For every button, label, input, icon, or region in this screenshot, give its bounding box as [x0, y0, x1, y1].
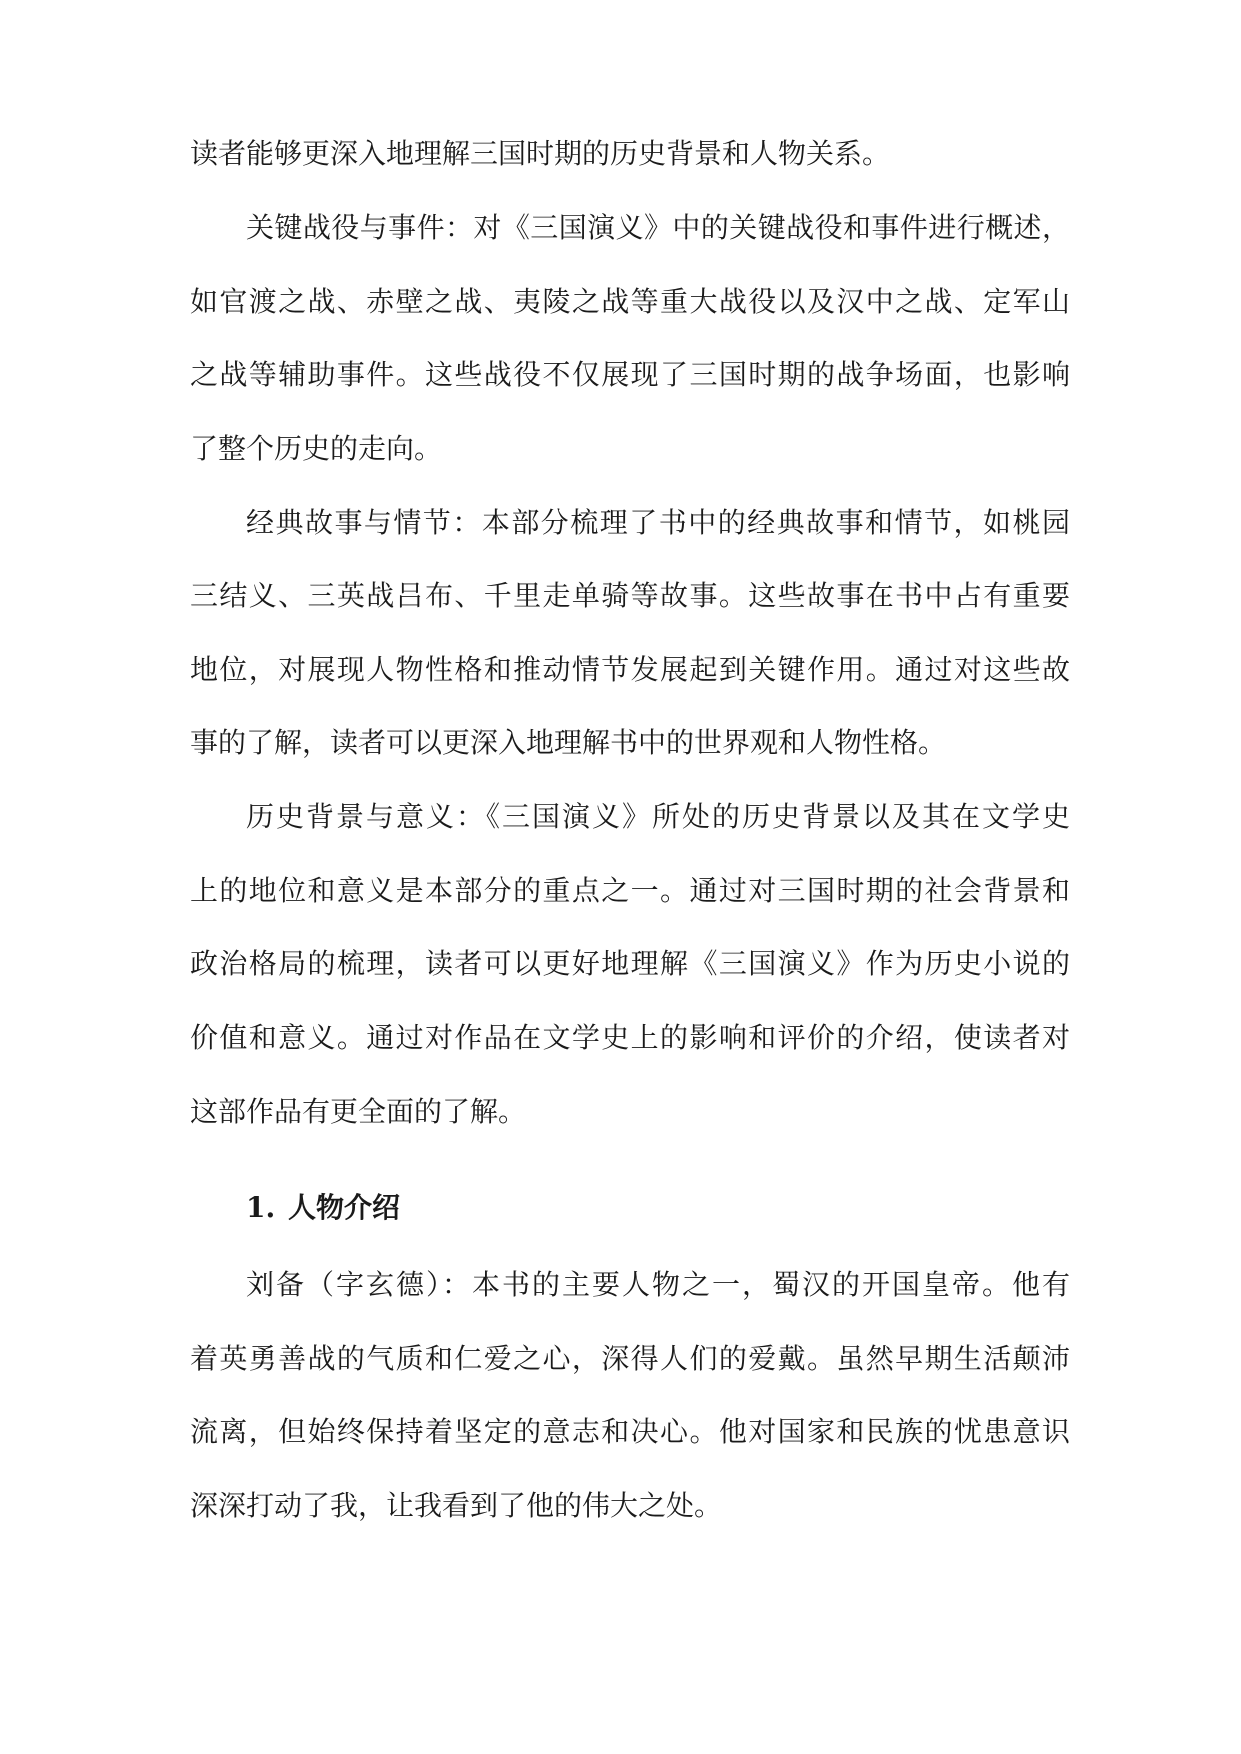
paragraph-line: 经典故事与情节：本部分梳理了书中的经典故事和情节，如桃园 [246, 506, 1070, 539]
paragraph-line: 地位，对展现人物性格和推动情节发展起到关键作用。通过对这些故 [190, 653, 1070, 686]
paragraph-line: 读者能够更深入地理解三国时期的历史背景和人物关系。 [190, 137, 891, 170]
paragraph-line: 深深打动了我，让我看到了他的伟大之处。 [190, 1489, 723, 1522]
paragraph-line: 了整个历史的走向。 [190, 432, 443, 465]
paragraph-line: 关键战役与事件：对《三国演义》中的关键战役和事件进行概述， [246, 211, 1070, 244]
paragraph-line: 上的地位和意义是本部分的重点之一。通过对三国时期的社会背景和 [190, 874, 1070, 907]
paragraph-line: 历史背景与意义：《三国演义》所处的历史背景以及其在文学史 [246, 800, 1070, 833]
paragraph-line: 流离，但始终保持着坚定的意志和决心。他对国家和民族的忧患意识 [190, 1415, 1070, 1448]
paragraph-line: 事的了解，读者可以更深入地理解书中的世界观和人物性格。 [190, 726, 947, 759]
section-heading [246, 1188, 400, 1228]
paragraph-line: 刘备（字玄德）：本书的主要人物之一，蜀汉的开国皇帝。他有 [246, 1268, 1070, 1301]
paragraph-line: 这部作品有更全面的了解。 [190, 1095, 527, 1128]
paragraph-line: 如官渡之战、赤壁之战、夷陵之战等重大战役以及汉中之战、定军山 [190, 285, 1070, 318]
section-number: 1. [246, 1191, 276, 1224]
paragraph-line: 着英勇善战的气质和仁爱之心，深得人们的爱戴。虽然早期生活颠沛 [190, 1342, 1070, 1375]
section-title: 人物介绍 [288, 1191, 401, 1224]
paragraph-line: 政治格局的梳理，读者可以更好地理解《三国演义》作为历史小说的 [190, 947, 1070, 980]
paragraph-line: 之战等辅助事件。这些战役不仅展现了三国时期的战争场面，也影响 [190, 358, 1070, 391]
paragraph-line: 三结义、三英战吕布、千里走单骑等故事。这些故事在书中占有重要 [190, 579, 1070, 612]
paragraph-line: 价值和意义。通过对作品在文学史上的影响和评价的介绍，使读者对 [190, 1021, 1070, 1054]
